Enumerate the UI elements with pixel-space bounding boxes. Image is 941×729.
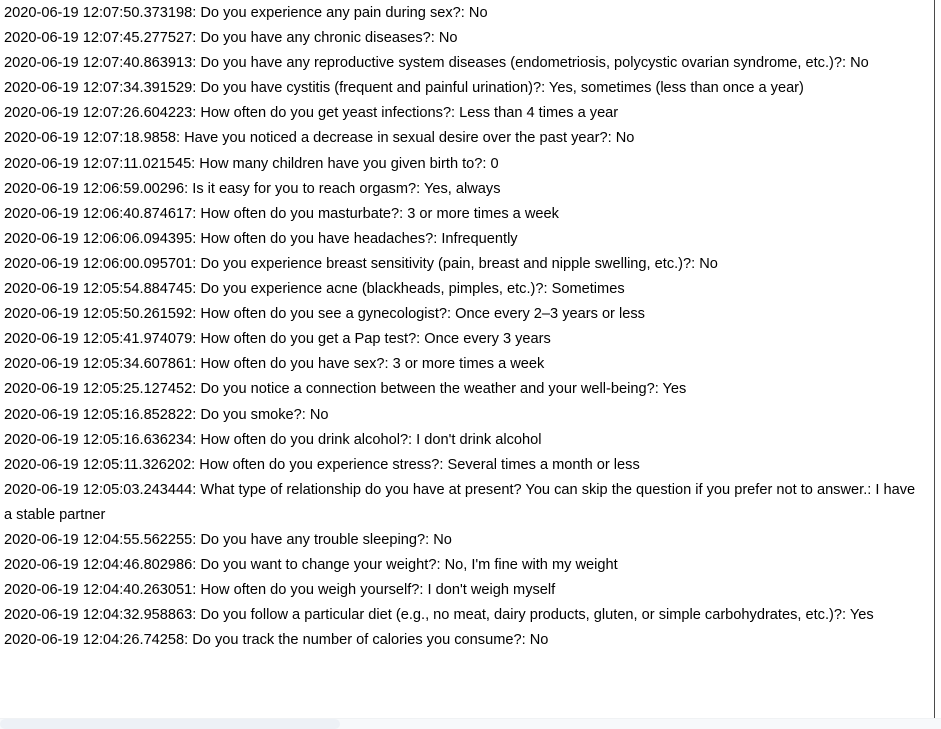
log-entry: 2020-06-19 12:05:50.261592: How often do you see a gynecologist?: Once every 2–3 years or less bbox=[4, 306, 645, 323]
log-entry: 2020-06-19 12:07:50.373198: Do you experience any pain during sex?: No bbox=[4, 5, 488, 21]
log-entry: 2020-06-19 12:06:40.874617: How often do you masturbate?: 3 or more times a week bbox=[4, 205, 559, 222]
log-entry: 2020-06-19 12:04:46.802986: Do you want to change your weight?: No, I'm fine with my weight bbox=[4, 557, 618, 574]
log-entry: 2020-06-19 12:05:11.326202: How often do you experience stress?: Several times a month or less bbox=[4, 456, 640, 473]
log-entry: 2020-06-19 12:07:11.021545: How many children have you given birth to?: 0 bbox=[4, 155, 499, 172]
log-entry: 2020-06-19 12:05:41.974079: How often do you get a Pap test?: Once every 3 years bbox=[4, 331, 551, 348]
log-entry: 2020-06-19 12:05:03.243444: What type of relationship do you have at present? You can skip the question if you prefer not to answer.: I have a stable partner bbox=[4, 481, 916, 523]
log-entry: 2020-06-19 12:06:06.094395: How often do you have headaches?: Infrequently bbox=[4, 230, 518, 247]
log-entry: 2020-06-19 12:07:26.604223: How often do you get yeast infections?: Less than 4 times a year bbox=[4, 105, 619, 122]
log-entry: 2020-06-19 12:05:25.127452: Do you notice a connection between the weather and your well-being?: Yes bbox=[4, 381, 687, 398]
log-entry: 2020-06-19 12:05:34.607861: How often do you have sex?: 3 or more times a week bbox=[4, 356, 545, 373]
log-entry: 2020-06-19 12:07:34.391529: Do you have cystitis (frequent and painful urination)?: Yes, sometimes (less than once a year) bbox=[4, 80, 804, 97]
log-entry: 2020-06-19 12:07:40.863913: Do you have any reproductive system diseases (endometriosis, polycystic ovarian syndrome, etc.)?: No bbox=[4, 55, 869, 72]
log-entry: 2020-06-19 12:05:16.852822: Do you smoke?: No bbox=[4, 406, 329, 423]
log-entry: 2020-06-19 12:07:45.277527: Do you have any chronic diseases?: No bbox=[4, 30, 458, 47]
log-entry: 2020-06-19 12:04:32.958863: Do you follow a particular diet (e.g., no meat, dairy products, gluten, or simple carbohydrates, etc.)?: Yes bbox=[4, 607, 874, 624]
log-entry: 2020-06-19 12:04:40.263051: How often do you weigh yourself?: I don't weigh myself bbox=[4, 582, 556, 599]
log-entry: 2020-06-19 12:06:00.095701: Do you experience breast sensitivity (pain, breast and nipple swelling, etc.)?: No bbox=[4, 255, 718, 272]
log-entry: 2020-06-19 12:05:54.884745: Do you experience acne (blackheads, pimples, etc.)?: Sometimes bbox=[4, 281, 625, 298]
log-entry: 2020-06-19 12:04:26.74258: Do you track the number of calories you consume?: No bbox=[4, 632, 549, 649]
right-border-line bbox=[934, 0, 935, 719]
log-entry: 2020-06-19 12:06:59.00296: Is it easy for you to reach orgasm?: Yes, always bbox=[4, 180, 501, 197]
log-entry: 2020-06-19 12:05:16.636234: How often do you drink alcohol?: I don't drink alcohol bbox=[4, 431, 542, 448]
horizontal-scrollbar[interactable] bbox=[0, 718, 941, 729]
log-entry: 2020-06-19 12:04:55.562255: Do you have any trouble sleeping?: No bbox=[4, 531, 452, 548]
log-entry: 2020-06-19 12:07:18.9858: Have you noticed a decrease in sexual desire over the past year?: No bbox=[4, 130, 635, 147]
horizontal-scrollbar-thumb[interactable] bbox=[0, 719, 340, 729]
